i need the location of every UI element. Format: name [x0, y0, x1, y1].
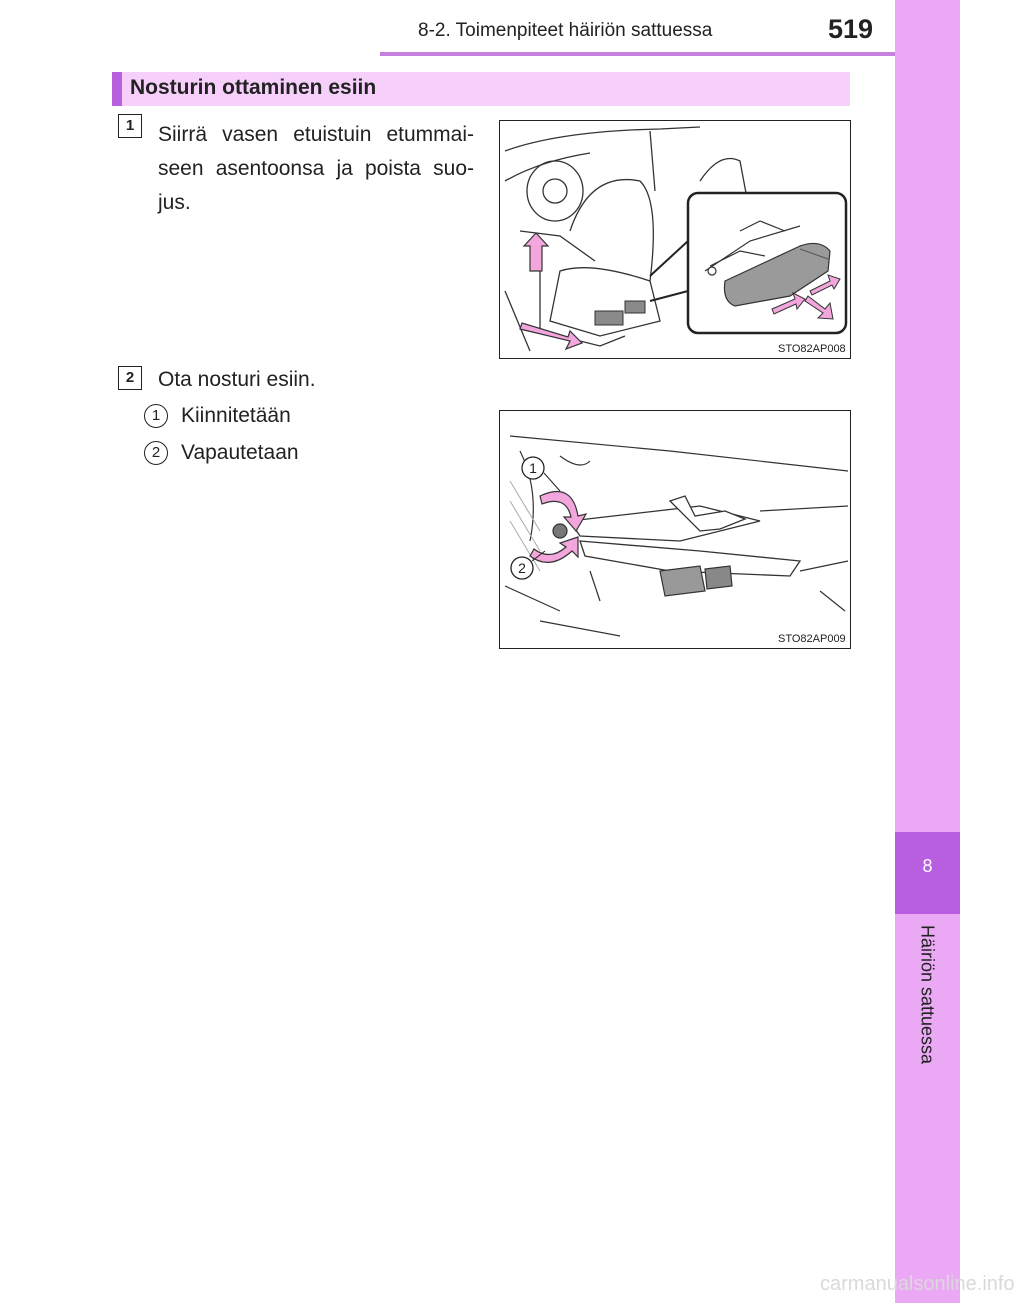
jack-illustration: [500, 411, 850, 648]
substep-1-text: Kiinnitetään: [181, 404, 291, 427]
substep-number-1: 1: [144, 404, 168, 428]
header-section-title: 8-2. Toimenpiteet häiriön sattuessa: [418, 20, 713, 41]
section-title: Nosturin ottaminen esiin: [130, 76, 377, 99]
side-tab: [895, 0, 960, 1303]
chapter-title: Häiriön sattuessa: [917, 925, 938, 1065]
substep-2-text: Vapautetaan: [181, 441, 299, 464]
watermark: carmanualsonline.info: [820, 1273, 1015, 1295]
callout-2: 2: [518, 560, 526, 576]
figure-code-1: STO82AP008: [778, 343, 846, 355]
figure-code-2: STO82AP009: [778, 633, 846, 645]
section-heading-accent: [112, 72, 122, 106]
callout-1: 1: [529, 460, 537, 476]
step-1-text: Siirrä vasen etuistuin etummai-seen asentoonsa ja poista suo-jus.: [158, 123, 474, 214]
seat-illustration: [500, 121, 850, 358]
step-number-1: 1: [118, 114, 142, 138]
header-divider: [380, 52, 895, 56]
figure-jack-storage: [499, 410, 851, 649]
step-number-2: 2: [118, 366, 142, 390]
step-2-text: Ota nosturi esiin.: [158, 368, 316, 391]
page-number: 519: [828, 14, 874, 44]
figure-seat-removal: [499, 120, 851, 359]
chapter-number: 8: [922, 856, 933, 876]
substep-number-2: 2: [144, 441, 168, 465]
